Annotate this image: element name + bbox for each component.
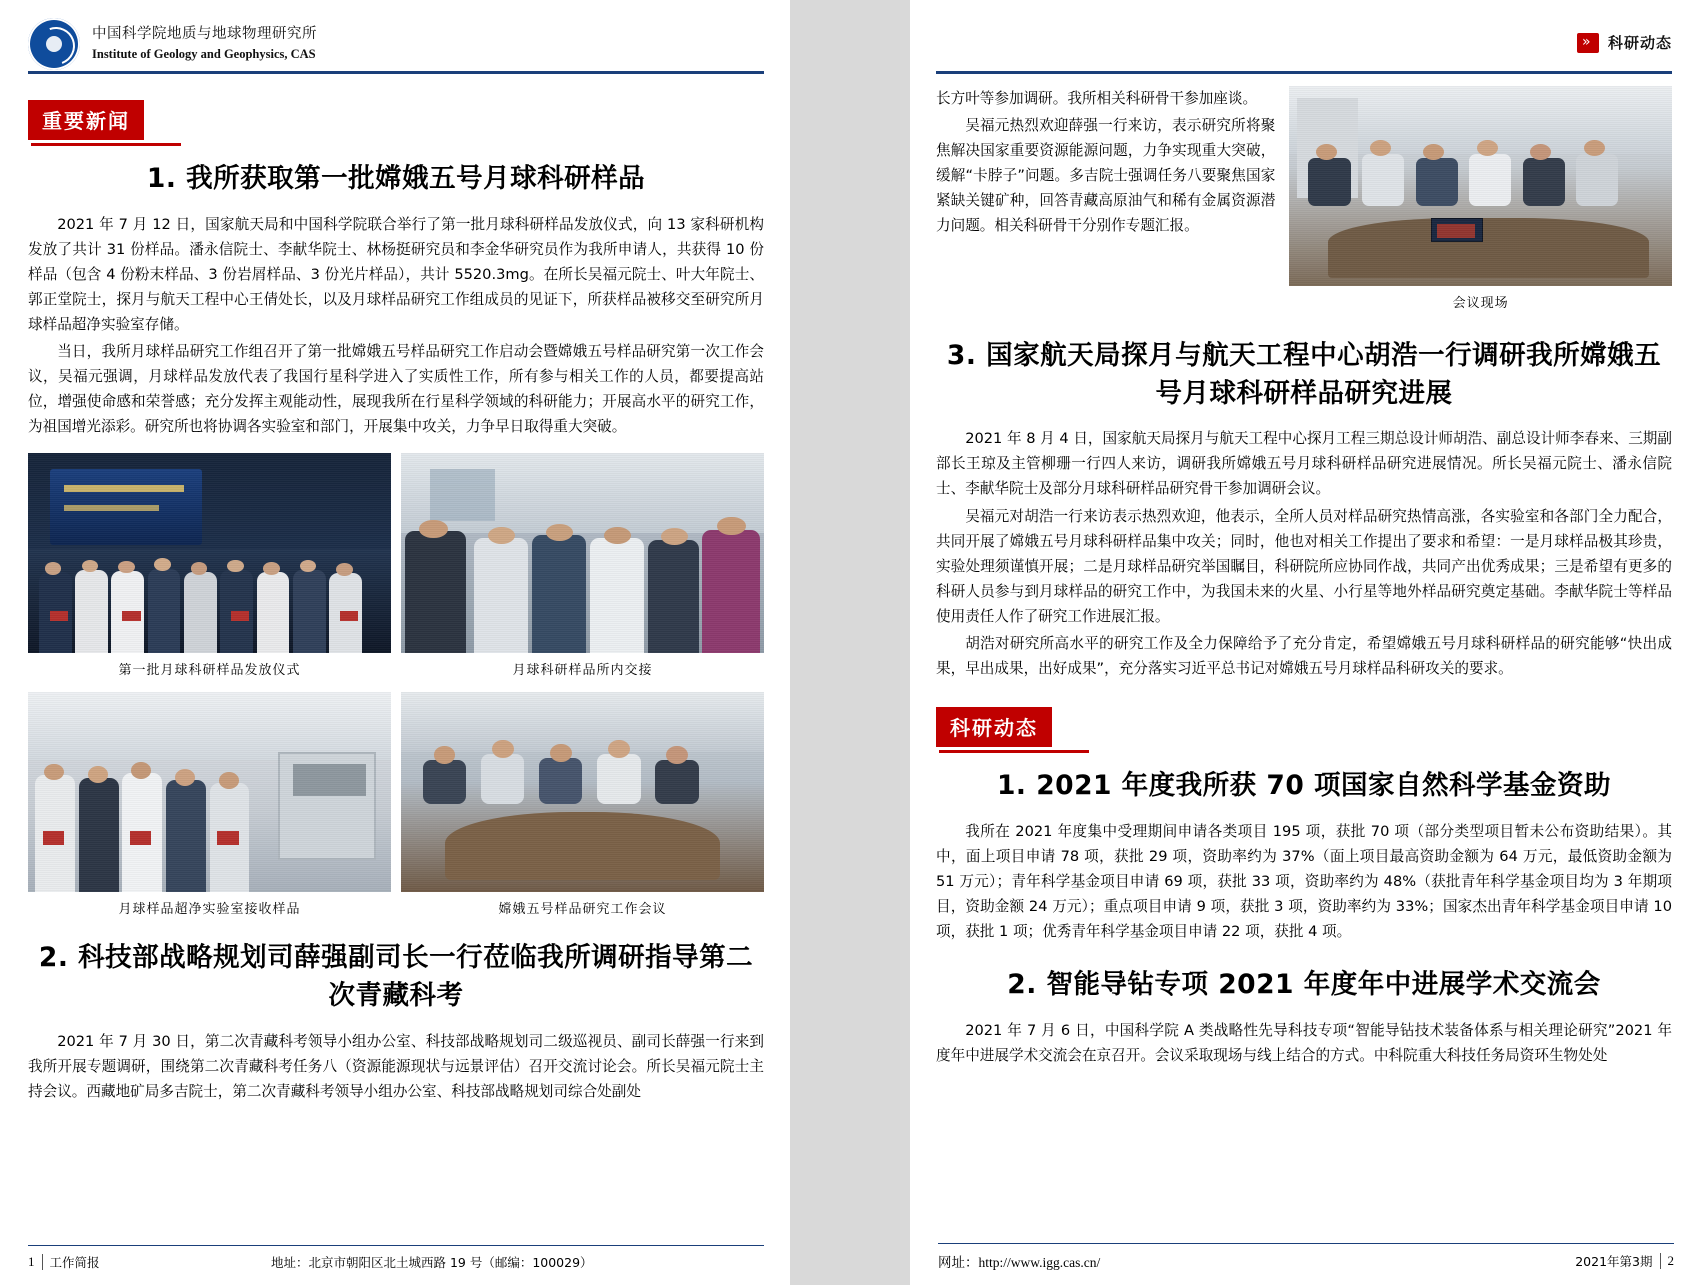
header-section-label: 科研动态 — [1607, 34, 1672, 52]
page-header-left — [28, 18, 764, 80]
photo-sample-ceremony — [28, 453, 391, 653]
photo-caption-1: 第一批月球科研样品发放仪式 — [118, 663, 301, 679]
org-name-en: Institute of Geology and Geophysics, CAS — [92, 47, 316, 62]
article-3-paragraph-1: 2021 年 8 月 4 日，国家航天局探月与航天工程中心探月工程三期总设计师胡浩、副总设计师李春来、三期副部长王琼及主管柳珊一行四人来访，调研我所嫦娥五号月球科研样品研究进展情况。所长吴福元院士、潘永信院士、李献华院士及部分月球科研样品研究骨干参加调研会议。 — [936, 430, 1672, 498]
article-1-paragraph-2: 当日，我所月球样品研究工作组召开了第一批嫦娥五号样品研究工作启动会暨嫦娥五号样品研究第一次工作会议，吴福元强调，月球样品发放代表了我国行星科学进入了实质性工作，所有参与相关工作的人员，都要提高站位，增强使命感和荣誉感；充分发挥主观能动性，展现我所在行星科学领域的科研能力；开展高水平的研究工作，为祖国增光添彩。研究所也将协调各实验室和部门，开展集中攻关，力争早日取得重大突破。 — [28, 343, 764, 436]
left-page-number: 1 — [28, 1254, 43, 1270]
article-4-title: 1. 2021 年度我所获 70 项国家自然科学基金资助 — [996, 770, 1612, 802]
article-1-title: 1. 我所获取第一批嫦娥五号月球科研样品 — [146, 163, 646, 194]
photo-caption-3: 月球样品超净实验室接收样品 — [118, 902, 301, 918]
page-header-right — [936, 18, 1672, 80]
article-5-title: 2. 智能导钻专项 2021 年度年中进展学术交流会 — [1007, 969, 1601, 1001]
footer-issue: 2021年第3期 — [1575, 1254, 1653, 1269]
article-3-title: 3. 国家航天局探月与航天工程中心胡浩一行调研我所嫦娥五号月球科研样品研究进展 — [946, 340, 1662, 409]
article-5-paragraph-1: 2021 年 7 月 6 日，中国科学院 A 类战略性先导科技专项“智能导钻技术装备体系与相关理论研究”2021 年度年中进展学术交流会在京召开。会议采取现场与线上结合的方式。中科院重大科技任务局资环生物处处 — [936, 1021, 1672, 1064]
left-footer-label: 工作简报 — [49, 1255, 100, 1270]
article-2-paragraph-1: 2021 年 7 月 30 日，第二次青藏科考领导小组办公室、科技部战略规划司二级巡视员、副司长薛强一行来到我所开展专题调研，围绕第二次青藏科考任务八（资源能源现状与远景评估）召开交流讨论会。所长吴福元院士主持会议。西藏地矿局多吉院士，第二次青藏科考领导小组办公室、科技部战略规划司综合处副处 — [28, 1032, 764, 1100]
badge-label-research: 科研动态 — [936, 707, 1052, 747]
double-chevron-right-icon — [1577, 33, 1599, 53]
org-name-cn: 中国科学院地质与地球物理研究所 — [92, 26, 317, 43]
photo-cell-3 — [28, 692, 391, 917]
page-gutter — [790, 0, 910, 1285]
right-page-footer — [938, 1251, 1674, 1271]
carryover-paragraph-1: 长方叶等参加调研。我所相关科研骨干参加座谈。 — [936, 90, 1258, 107]
carryover-photo-caption: 会议现场 — [1452, 296, 1509, 311]
photo-caption-2: 月球科研样品所内交接 — [512, 663, 653, 679]
left-page-footer — [28, 1253, 764, 1271]
photo-row-1 — [28, 453, 764, 678]
left-page — [0, 0, 790, 1285]
carryover-block — [936, 86, 1672, 311]
footer-url[interactable]: 网址：http://www.igg.cas.cn/ — [938, 1255, 1101, 1270]
photo-row-2 — [28, 692, 764, 917]
right-page-number: 2 — [1660, 1253, 1675, 1269]
photo-cleanroom-receipt — [28, 692, 391, 892]
article-3-paragraph-3: 胡浩对研究所高水平的研究工作及全力保障给予了充分肯定，希望嫦娥五号月球科研样品的研究能够“快出成果，早出成果，出好成果”，充分落实习近平总书记对嫦娥五号月球样品科研攻关的要求。 — [936, 635, 1672, 678]
right-page — [910, 0, 1700, 1285]
photo-research-meeting — [401, 692, 764, 892]
photo-cell-4 — [401, 692, 764, 917]
carryover-paragraph-2: 吴福元热烈欢迎薛强一行来访，表示研究所将聚焦解决国家重要资源能源问题，力争实现重大突破，缓解“卡脖子”问题。多吉院士强调任务八要聚焦国家紧缺关键矿种，回答青藏高原油气和稀有金属资源潜力问题。相关科研骨干分别作专题汇报。 — [936, 117, 1276, 235]
photo-meeting-scene — [1289, 86, 1672, 286]
article-3-paragraph-2: 吴福元对胡浩一行来访表示热烈欢迎，他表示，全所人员对样品研究热情高涨，各实验室和各部门全力配合，共同开展了嫦娥五号月球科研样品集中攻关；同时，他也对相关工作提出了要求和希望：一是月球样品极其珍贵，实验处理须谨慎开展；二是月球样品研究举国瞩目，科研院所应协同作战，共同产出优秀成果；三是希望有更多的科研人员参与到月球样品的研究工作中，为我国未来的火星、小行星等地外样品研究奠定基础。李献华院士等样品使用责任人作了研究工作进展汇报。 — [936, 507, 1672, 625]
header-rule — [28, 71, 764, 74]
photo-caption-4: 嫦娥五号样品研究工作会议 — [498, 902, 667, 918]
section-badge-research-news — [936, 707, 1672, 747]
article-2-title: 2. 科技部战略规划司薛强副司长一行莅临我所调研指导第二次青藏科考 — [38, 942, 754, 1012]
photo-cell-2 — [401, 453, 764, 678]
left-footer-address: 地址：北京市朝阳区北土城西路 19 号（邮编：100029） — [270, 1255, 593, 1270]
badge-label: 重要新闻 — [28, 100, 144, 140]
section-badge-important-news — [28, 100, 764, 140]
article-1-paragraph-1: 2021 年 7 月 12 日，国家航天局和中国科学院联合举行了第一批月球科研样品发放仪式，向 13 家科研机构发放了共计 31 份样品。潘永信院士、李献华院士、林杨挺研究员和李金华研究员作为我所申请人，共获得 10 份样品（包含 4 份粉末样品、3 份岩屑样品、3 份光片样品），共计 5520.3mg。在所长吴福元院士、叶大年院士、郭正堂院士，探月与航天工程中心王倩处长，以及月球样品研究工作组成员的见证下，所获样品被移交至研究所月球样品超净实验室存储。 — [28, 215, 764, 333]
photo-cell-1 — [28, 453, 391, 678]
institute-logo-icon — [28, 18, 80, 70]
photo-sample-handover — [401, 453, 764, 653]
article-4-paragraph-1: 我所在 2021 年度集中受理期间申请各类项目 195 项，获批 70 项（部分类型项目暂未公布资助结果）。其中，面上项目申请 78 项，获批 29 项，资助率约为 37%（面上项目最高资助金额为 64 万元，最低资助金额为 51 万元）；青年科学基金项目申请 69 项，获批 33 项，资助率约为 48%（获批青年科学基金项目均为 3 年期项目，资助金额 24 万元）；重点项目申请 9 项，获批 3 项，资助率约为 33%；国家杰出青年科学基金项目申请 10 项，获批 1 项；优秀青年科学基金项目申请 22 项，获批 4 项。 — [936, 822, 1672, 941]
